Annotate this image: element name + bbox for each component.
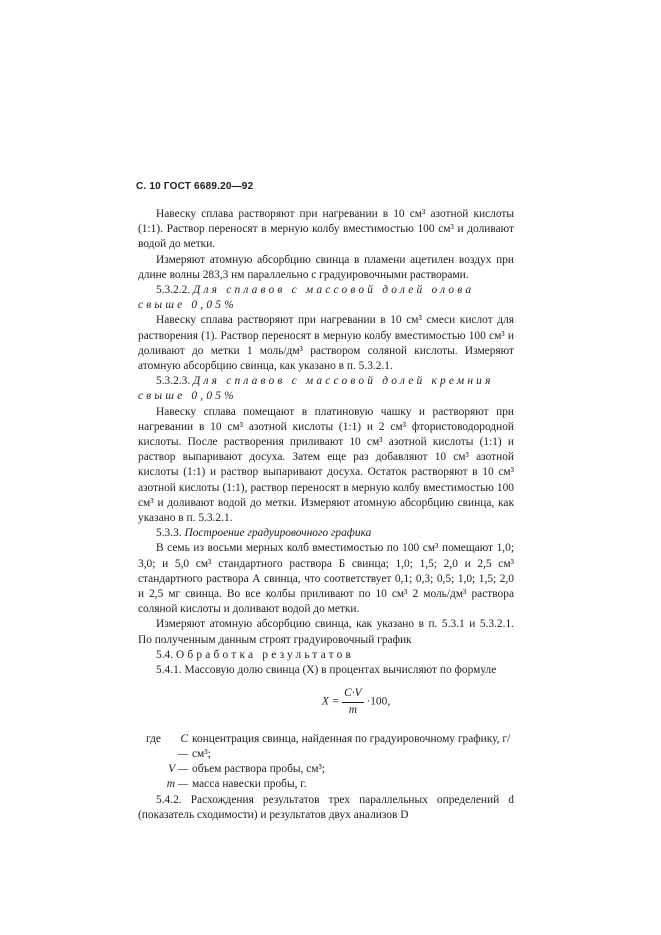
section-heading-5-3-3: 5.3.3. Построение градуировочного графика [156,527,372,540]
legend-row: V — объем раствора пробы, см³; [168,763,326,776]
paragraph: Навеску сплава растворяют при нагревании в 10 см³ смеси кислот для растворения (1). Раствор переносят в мерную колбу вместимостью 100 см³ и доливают до метки 1 моль/дм³ раствором соляной кислоты. Измеряют атомную абсорбцию свинца, как указано в п. 5.3.2.1. [138,314,514,373]
formula-fraction: $\frac{C\cdot V}{m}$ [344,687,362,716]
paragraph: Измеряют атомную абсорбцию свинца в пламени ацетилен воздух при длине волны 283,3 нм параллельно с градуировочными растворами. [138,253,514,281]
formula-legend [138,732,514,793]
paragraph: 5.4.2. Расхождения результатов трех параллельных определений d (показатель сходимости) и результатов двух анализов D [138,793,514,821]
formula: X = $\frac{C\cdot V}{m}$ ·100, [198,686,514,717]
page-header: С. 10 ГОСТ 6689.20—92 [136,181,254,192]
legend-row: где C — концентрация свинца, найденная по градуировочному графику, г/см³; [146,732,511,760]
paragraph: Измеряют атомную абсорбцию свинца, как указано в п. 5.3.1 и 5.3.2.1. По полученным данным строят градуировочный график [138,618,514,646]
paragraph: В семь из восьми мерных колб вместимостью по 100 см³ помещают 1,0; 3,0; и 5,0 см³ стандартного раствора Б свинца; 1,0; 1,5; 2,0 и 2,5 см³ стандартного раствора А свинца, что соответствует 0,1; 0,3; 0,5; 1,0; 1,5; 2,0 и 2,5 мг свинца. Во все колбы приливают по 10 см³ 2 моль/дм³ раствора соляной кислоты и доливают водой до метки. [138,542,514,616]
paragraph: Навеску сплава помещают в платиновую чашку и растворяют при нагревании в 10 см³ азотной кислоты (1:1) и 2 см³ фтористоводородной кислоты. После растворения приливают 10 см³ азотной кислоты (1:1) и раствор выпаривают досуха. Затем еще раз добавляют 10 см³ азотной кислоты (1:1) и раствор выпаривают досуха. Остаток растворяют в 10 см³ азотной кислоты (1:1), раствор переносят в мерную колбу вместимостью 100 см³ и доливают водой до метки. Измеряют атомную абсорбцию свинца, как указано в п. 5.3.2.1. [138,405,514,525]
paragraph: 5.4.1. Массовую долю свинца (X) в процентах вычисляют по формуле [156,664,497,677]
section-heading-5-4: 5.4. Обработка результатов [156,648,355,661]
section-heading-5-3-2-3: 5.3.2.3. Для сплавов с массовой долей кремния свыше 0,05% [138,375,494,403]
paragraph: Навеску сплава растворяют при нагревании в 10 см³ азотной кислоты (1:1). Раствор переносят в мерную колбу вместимостью 100 см³ и доливают водой до метки. [138,208,514,251]
legend-row: m — масса навески пробы, г. [166,778,307,791]
section-heading-5-3-2-2: 5.3.2.2. Для сплавов с массовой долей олова свыше 0,05% [138,284,475,312]
document-body [138,207,514,823]
